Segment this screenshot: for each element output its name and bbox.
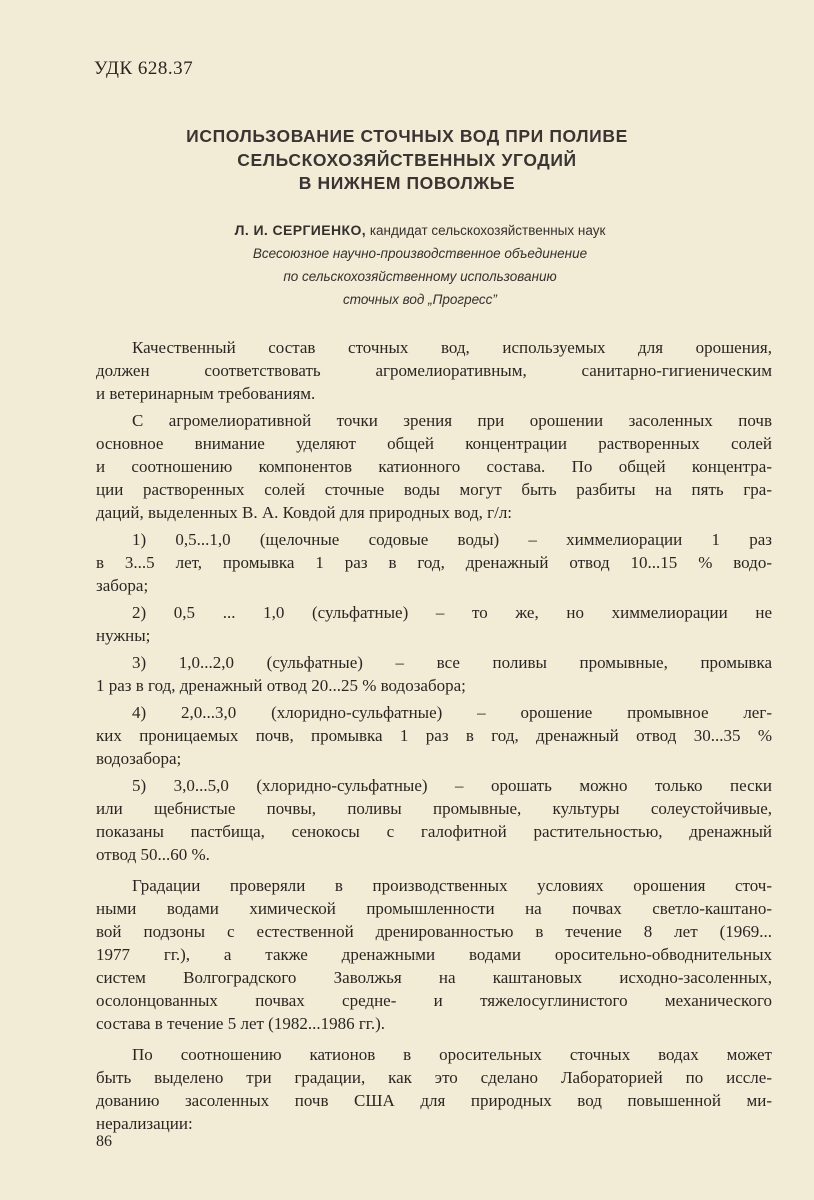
paragraph-verification (96, 874, 772, 1035)
author-block (120, 219, 720, 311)
list-item (96, 774, 772, 866)
paragraph-gradations (96, 409, 772, 524)
text-line: вой подзоны с естественной дренированностью в течение 8 лет (1969... (96, 922, 772, 941)
text-line: и соотношению компонентов катионного состава. По общей концентра- (96, 457, 772, 476)
udk-code: УДК 628.37 (94, 58, 194, 79)
text-line: даций, выделенных В. А. Ковдой для природных вод, г/л: (96, 503, 513, 522)
paragraph-cations (96, 1043, 772, 1135)
text-line: или щебнистые почвы, поливы промывные, культуры солеустойчивые, (96, 799, 772, 818)
text-line: 1) 0,5...1,0 (щелочные содовые воды) – химмелиорации 1 раз (132, 530, 772, 549)
text-line: должен соответствовать агромелиоративным, санитарно-гигиеническим (96, 361, 772, 380)
text-line: основное внимание уделяют общей концентрации растворенных солей (96, 434, 772, 453)
text-line: 5) 3,0...5,0 (хлоридно-сульфатные) – орошать можно только пески (132, 776, 772, 795)
list-item (96, 601, 772, 647)
text-line: систем Волгоградского Заволжья на каштановых исходно-засоленных, (96, 968, 772, 987)
text-line: Градации проверяли в производственных условиях орошения сточ- (132, 876, 772, 895)
text-line: нужны; (96, 626, 151, 645)
text-line: 3) 1,0...2,0 (сульфатные) – все поливы промывные, промывка (132, 653, 772, 672)
text-line: 1977 гг.), а также дренажными водами оросительно-обводнительных (96, 945, 772, 964)
affiliation-line: сточных вод „Прогресс” (343, 292, 497, 307)
text-line: 1 раз в год, дренажный отвод 20...25 % водозабора; (96, 676, 466, 695)
text-line: отвод 50...60 %. (96, 845, 210, 864)
text-line: показаны пастбища, сенокосы с галофитной растительностью, дренажный (96, 822, 772, 841)
title-line: В НИЖНЕМ ПОВОЛЖЬЕ (298, 173, 516, 193)
paragraph-intro (96, 336, 772, 405)
text-line: осолонцованных почвах средне- и тяжелосуглинистого механического (96, 991, 772, 1010)
author-degree: кандидат сельскохозяйственных наук (369, 223, 606, 238)
author-line (120, 219, 720, 242)
title-line: СЕЛЬСКОХОЗЯЙСТВЕННЫХ УГОДИЙ (237, 149, 577, 170)
text-line: ции растворенных солей сточные воды могут быть разбиты на пять гра- (96, 480, 772, 499)
text-line: водозабора; (96, 749, 182, 768)
text-line: С агромелиоративной точки зрения при орошении засоленных почв (132, 411, 772, 430)
article-body (96, 336, 772, 1135)
list-item (96, 528, 772, 597)
text-line: быть выделено три градации, как это сделано Лабораторией по иссле- (96, 1068, 772, 1087)
text-line: состава в течение 5 лет (1982...1986 гг.). (96, 1014, 386, 1033)
affiliation-line: по сельскохозяйственному использованию (283, 269, 557, 284)
text-line: 2) 0,5 ... 1,0 (сульфатные) – то же, но химмелиорации не (132, 603, 772, 622)
affiliation-line: Всесоюзное научно-производственное объединение (252, 246, 588, 261)
list-item (96, 701, 772, 770)
article-title (0, 125, 814, 196)
list-item (96, 651, 772, 697)
text-line: 4) 2,0...3,0 (хлоридно-сульфатные) – орошение промывное лег- (132, 703, 772, 722)
title-line: ИСПОЛЬЗОВАНИЕ СТОЧНЫХ ВОД ПРИ ПОЛИВЕ (186, 126, 628, 146)
author-name: Л. И. СЕРГИЕНКО, (234, 222, 367, 238)
text-line: ными водами химической промышленности на почвах светло-каштано- (96, 899, 772, 918)
text-line: По соотношению катионов в оросительных сточных водах может (132, 1045, 772, 1064)
text-line: в 3...5 лет, промывка 1 раз в год, дренажный отвод 10...15 % водо- (96, 553, 772, 572)
text-line: и ветеринарным требованиям. (96, 384, 316, 403)
text-line: нерализации: (96, 1114, 193, 1133)
text-line: дованию засоленных почв США для природных вод повышенной ми- (96, 1091, 772, 1110)
text-line: Качественный состав сточных вод, используемых для орошения, (132, 338, 772, 357)
page-number: 86 (96, 1133, 112, 1150)
text-line: забора; (96, 576, 149, 595)
text-line: ких проницаемых почв, промывка 1 раз в год, дренажный отвод 30...35 % (96, 726, 772, 745)
